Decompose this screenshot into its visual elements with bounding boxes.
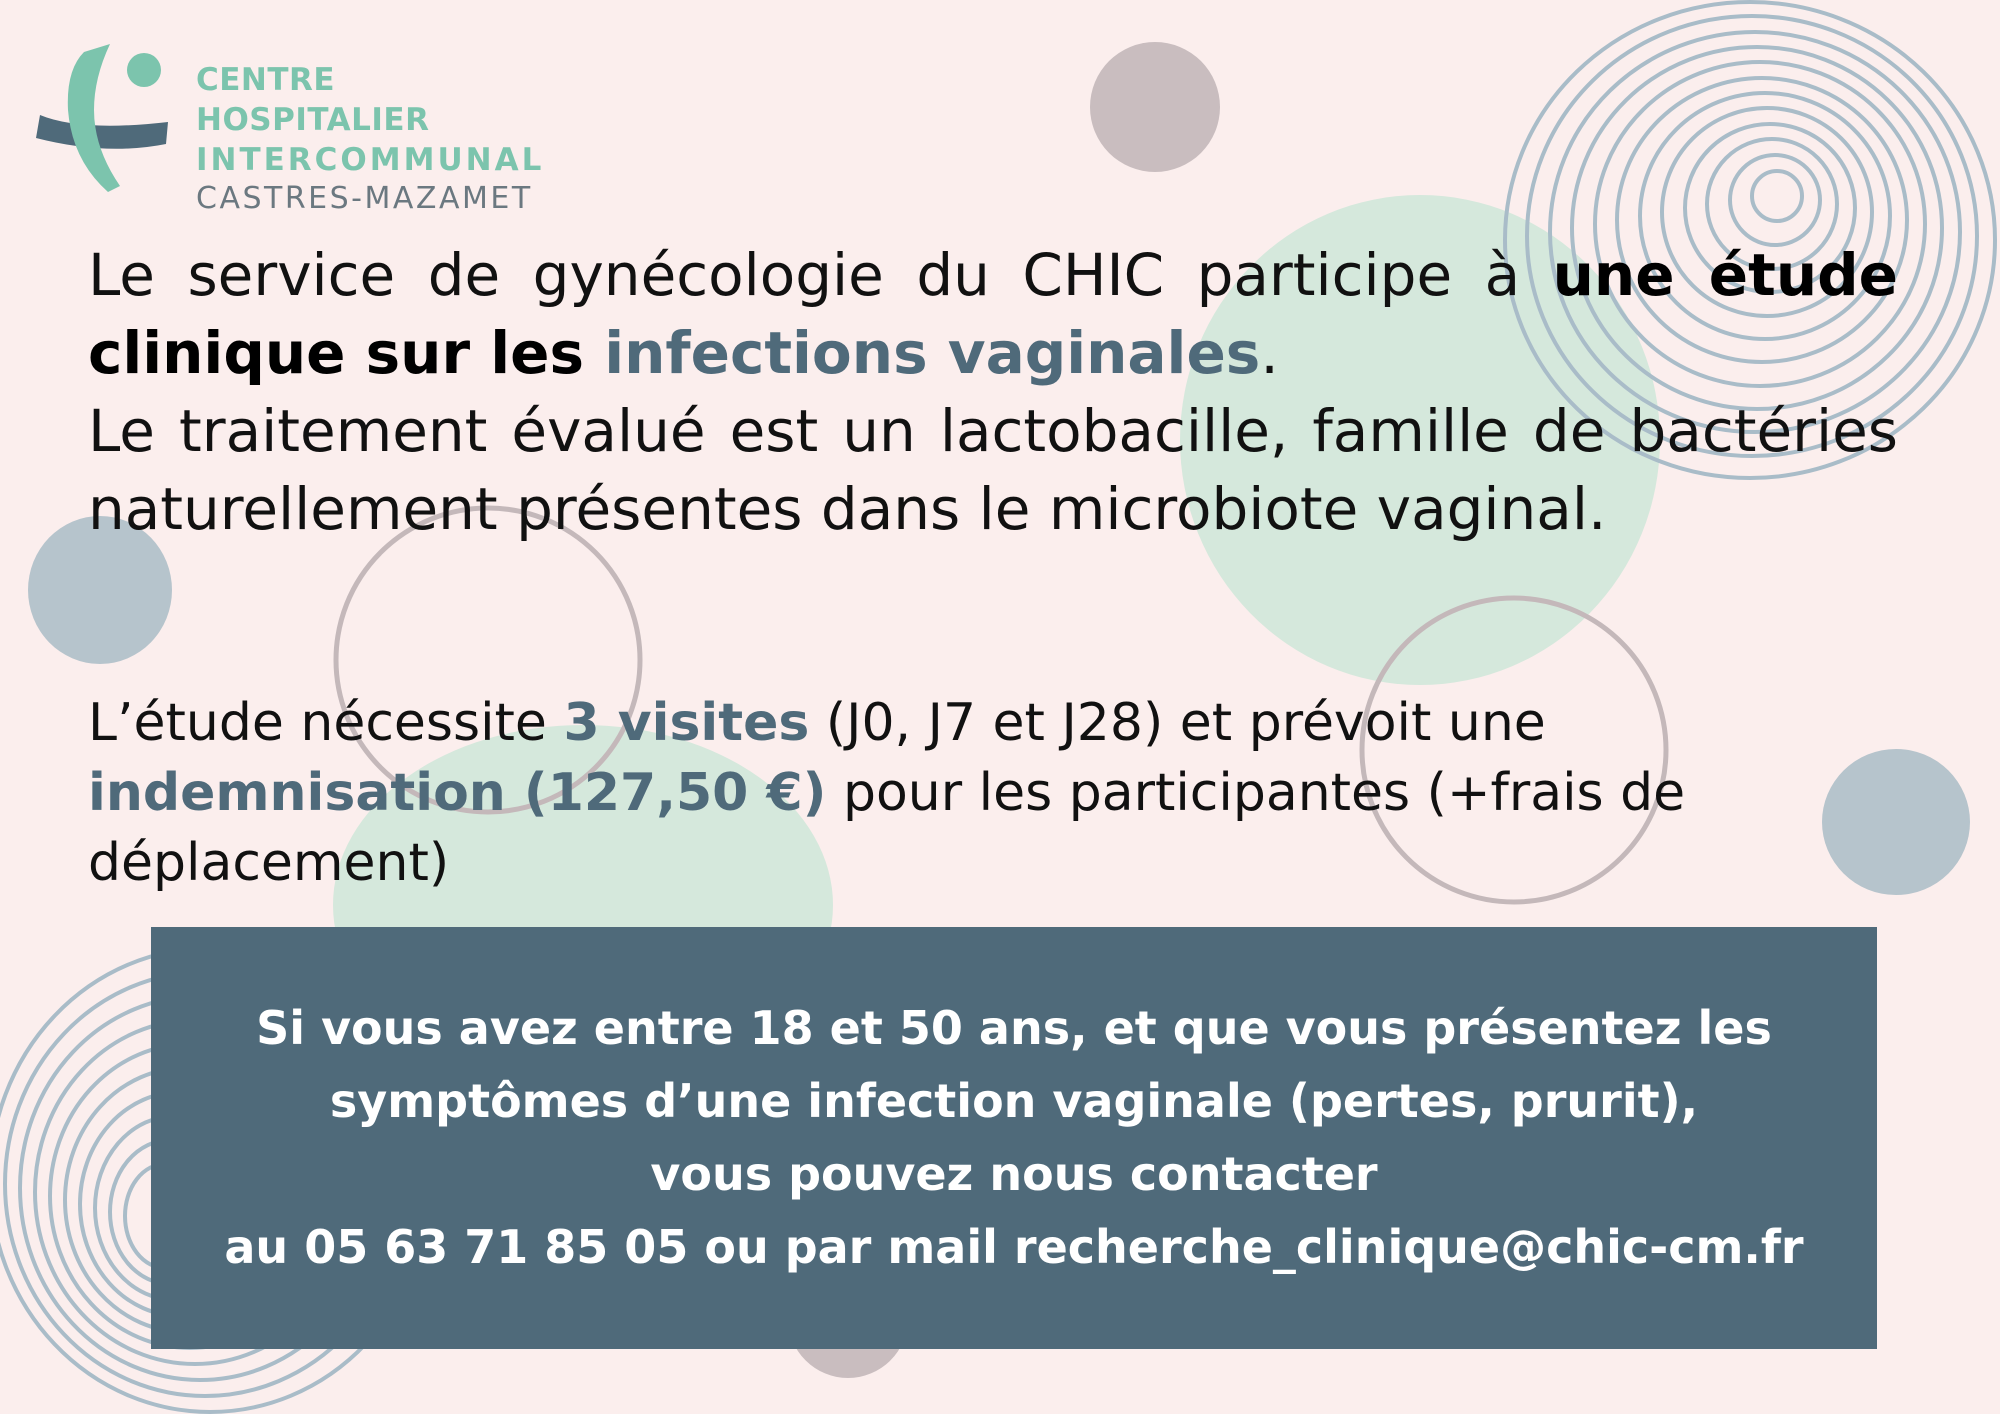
hospital-logo-icon [36,40,186,200]
logo-line-centre-hospitalier: CENTRE HOSPITALIER [196,62,430,138]
intro-paragraph [88,236,1898,548]
study-details-paragraph [88,688,1968,898]
logo-line-intercommunal: INTERCOMMUNAL [196,142,545,178]
intro-text-bold: une étude clinique sur les [88,241,1899,387]
study-compensation-highlight: indemnisation (127,50 €) [88,763,827,823]
grey-dot-top [1090,42,1220,172]
logo-line-castres-mazamet: CASTRES-MAZAMET [196,181,533,216]
hospital-logo [36,40,556,216]
intro-treatment-text: Le traitement évalué est un lactobacille, famille de bactéries naturellement présentes dans le microbiote vaginal. [88,397,1898,543]
study-visits-highlight: 3 visites [563,693,810,753]
contact-line-invite: vous pouvez nous contacter [650,1147,1378,1201]
study-text-1: L’étude nécessite [88,693,564,753]
intro-text-plain: Le service de gynécologie du CHIC participe à [88,241,1553,309]
intro-text-highlight: infections vaginales [604,319,1261,387]
contact-line-symptoms: symptômes d’une infection vaginale (pertes, prurit), [329,1074,1699,1128]
study-text-2: (J0, J7 et J28) et prévoit une [809,693,1546,753]
contact-banner [151,927,1877,1349]
contact-line-phone-email: au 05 63 71 85 05 ou par mail recherche_clinique@chic-cm.fr [224,1220,1804,1274]
study-text-3: pour les participantes (+frais de déplacement) [88,763,1686,893]
intro-text-end: . [1260,319,1279,387]
contact-line-age: Si vous avez entre 18 et 50 ans, et que vous présentez les [256,1001,1772,1055]
